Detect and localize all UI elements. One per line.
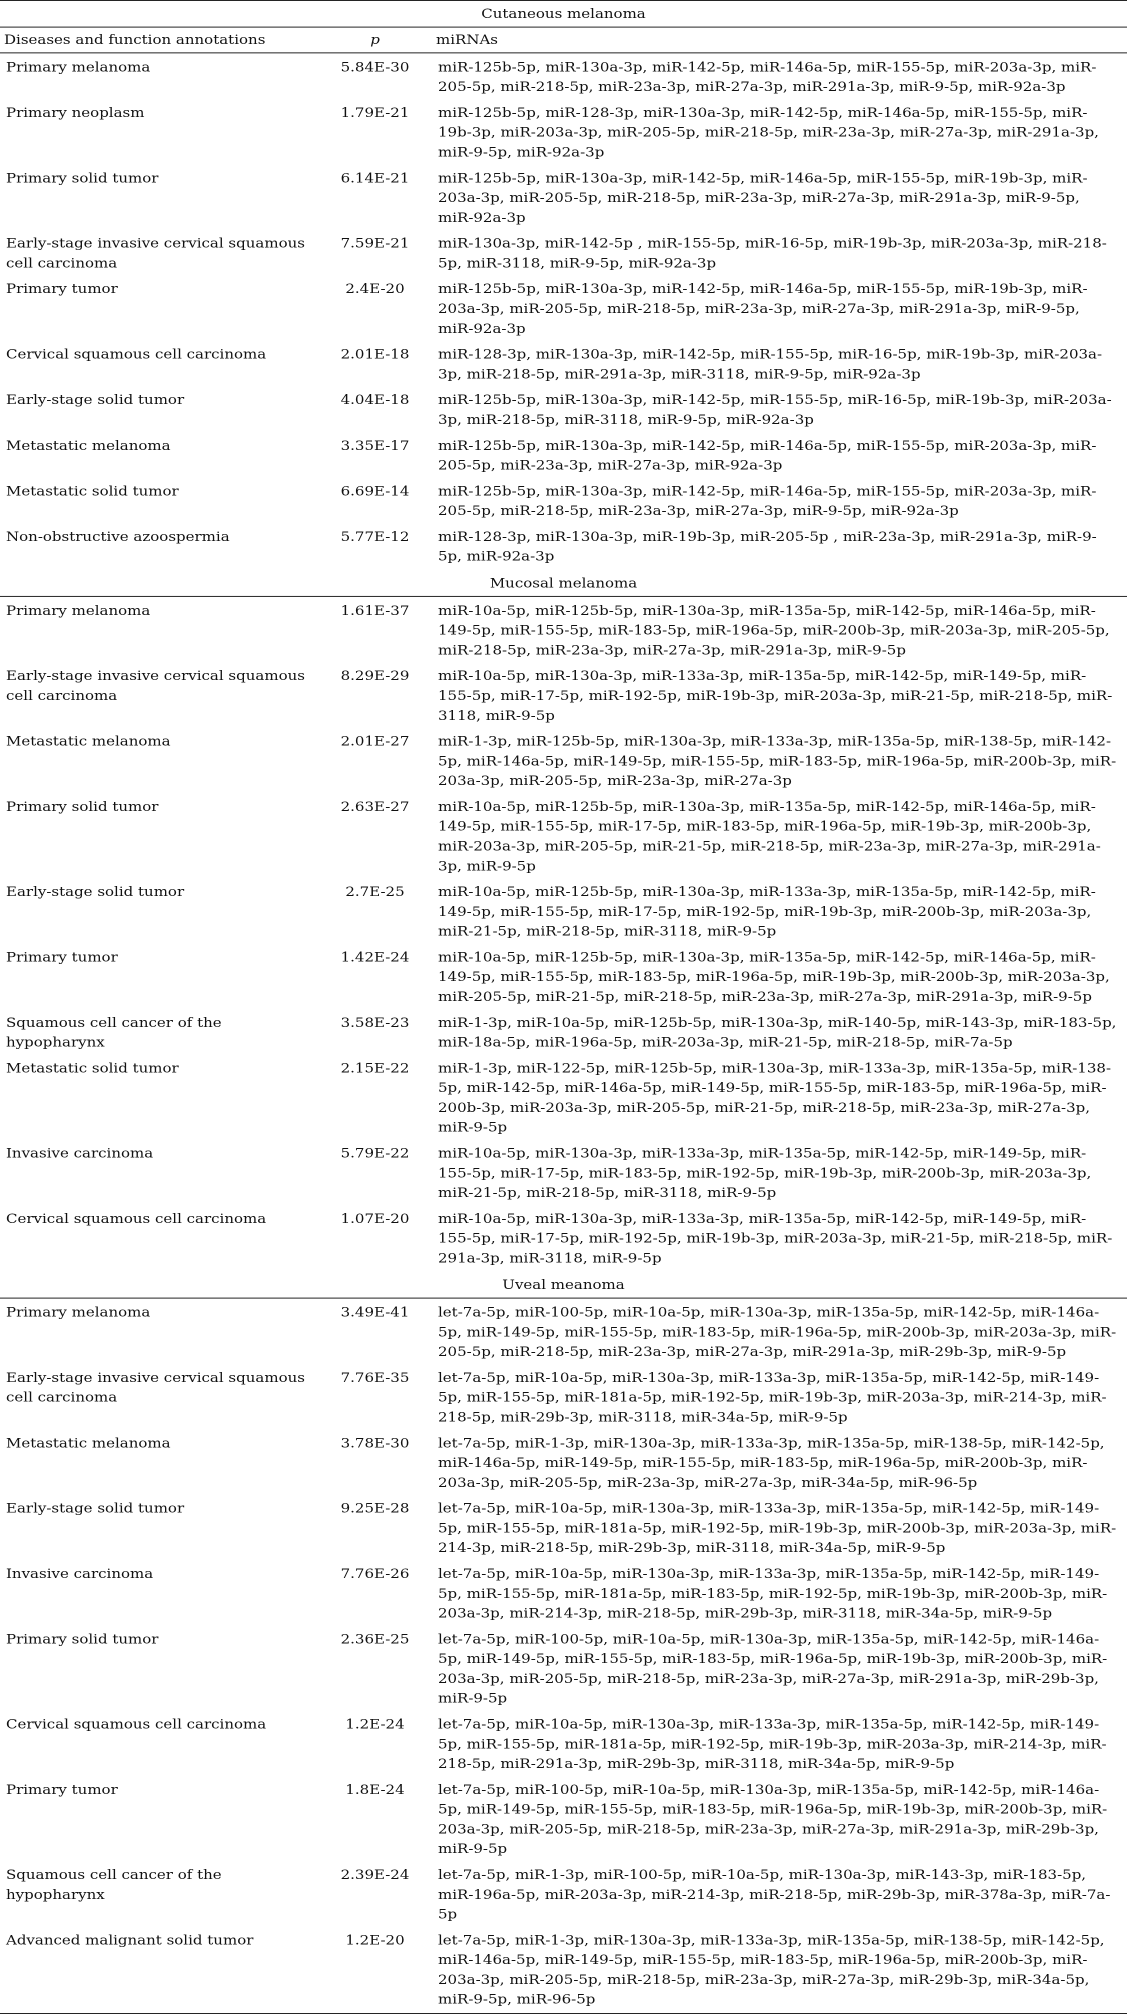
disease-cell: Metastatic melanoma xyxy=(6,733,171,750)
mirna-list-cell: miR-10a-5p, miR-130a-3p, miR-133a-3p, miR-135a-5p, miR-142-5p, miR-149-5p, miR-155-5p, miR-17-5p, miR-192-5p, miR-19b-3p, miR-203a-3p, miR-21-5p, miR-218-5p, miR-3118, miR-9-5p xyxy=(438,668,1113,724)
mirna-list-cell: miR-125b-5p, miR-130a-3p, miR-142-5p, miR-155-5p, miR-16-5p, miR-19b-3p, miR-203a-3p, miR-218-5p, miR-3118, miR-9-5p, miR-92a-3p xyxy=(438,392,1112,428)
mirna-list-cell: miR-10a-5p, miR-125b-5p, miR-130a-3p, miR-133a-3p, miR-135a-5p, miR-142-5p, miR-149-5p, miR-155-5p, miR-17-5p, miR-192-5p, miR-19b-3p, miR-200b-3p, miR-203a-3p, miR-21-5p, miR-218-5p, miR-3118, miR-9-5p xyxy=(438,884,1096,940)
mirna-list-cell: let-7a-5p, miR-10a-5p, miR-130a-3p, miR-133a-3p, miR-135a-5p, miR-142-5p, miR-149-5p, miR-155-5p, miR-181a-5p, miR-192-5p, miR-19b-3p, miR-200b-3p, miR-203a-3p, miR-214-3p, miR-218-5p, miR-29b-3p, miR-3118, miR-34a-5p, miR-9-5p xyxy=(438,1500,1117,1556)
section-title: Uveal meanoma xyxy=(0,1272,1127,1298)
disease-cell: Cervical squamous cell carcinoma xyxy=(6,346,267,363)
section-title: Mucosal melanoma xyxy=(0,570,1127,596)
disease-cell: Metastatic melanoma xyxy=(6,437,171,454)
section-header-row xyxy=(0,1272,1127,1298)
mirna-list-cell: let-7a-5p, miR-1-3p, miR-130a-3p, miR-133a-3p, miR-135a-5p, miR-138-5p, miR-142-5p, miR-146a-5p, miR-149-5p, miR-155-5p, miR-183-5p, miR-196a-5p, miR-200b-3p, miR-203a-3p, miR-205-5p, miR-218-5p, miR-23a-3p, miR-27a-3p, miR-29b-3p, miR-34a-5p, miR-9-5p, miR-96-5p xyxy=(438,1932,1105,2008)
p-value-cell: 3.49E-41 xyxy=(340,1304,410,1321)
table-row xyxy=(0,1010,1127,1056)
table-row xyxy=(0,1562,1127,1627)
disease-cell: Metastatic solid tumor xyxy=(6,1060,179,1076)
section-header-row xyxy=(0,0,1127,27)
table-row xyxy=(0,1778,1127,1863)
table-row xyxy=(0,1863,1127,1928)
table-row xyxy=(0,1431,1127,1496)
p-value-cell: 7.76E-35 xyxy=(340,1369,410,1386)
mirna-list-cell: miR-125b-5p, miR-130a-3p, miR-142-5p, miR-146a-5p, miR-155-5p, miR-203a-3p, miR-205-5p, miR-23a-3p, miR-27a-3p, miR-92a-3p xyxy=(438,437,1097,473)
p-value-cell: 2.01E-27 xyxy=(340,733,410,750)
column-header-row xyxy=(0,27,1127,53)
p-value-cell: 3.35E-17 xyxy=(340,437,410,454)
p-value-cell: 2.01E-18 xyxy=(340,346,410,363)
p-value-cell: 1.61E-37 xyxy=(340,602,410,619)
disease-cell: Invasive carcinoma xyxy=(6,1565,154,1582)
mirna-list-cell: miR-1-3p, miR-122-5p, miR-125b-5p, miR-130a-3p, miR-133a-3p, miR-135a-5p, miR-138-5p, miR-142-5p, miR-146a-5p, miR-149-5p, miR-155-5p, miR-183-5p, miR-196a-5p, miR-200b-3p, miR-203a-3p, miR-205-5p, miR-21-5p, miR-218-5p, miR-23a-3p, miR-27a-3p, miR-9-5p xyxy=(438,1060,1112,1136)
table-row xyxy=(0,1056,1127,1141)
p-value-cell: 1.79E-21 xyxy=(340,104,410,121)
p-value-cell: 1.42E-24 xyxy=(340,949,410,965)
disease-cell: Metastatic melanoma xyxy=(6,1435,171,1451)
table-row xyxy=(0,388,1127,434)
p-value-cell: 3.58E-23 xyxy=(340,1014,410,1031)
disease-cell: Primary tumor xyxy=(6,949,118,965)
disease-cell: Non-obstructive azoospermia xyxy=(6,528,230,545)
p-value-cell: 2.36E-25 xyxy=(340,1631,410,1647)
table-row xyxy=(0,1712,1127,1777)
p-value-cell: 9.25E-28 xyxy=(340,1500,410,1517)
p-value-cell: 2.39E-24 xyxy=(340,1866,410,1883)
p-value-cell: 1.07E-20 xyxy=(340,1210,410,1227)
disease-cell: Primary solid tumor xyxy=(6,798,159,815)
table-row xyxy=(0,1366,1127,1431)
table-row xyxy=(0,433,1127,479)
p-value-cell: 2.7E-25 xyxy=(345,884,405,900)
mirna-list-cell: miR-10a-5p, miR-125b-5p, miR-130a-3p, miR-135a-5p, miR-142-5p, miR-146a-5p, miR-149-5p, miR-155-5p, miR-183-5p, miR-196a-5p, miR-200b-3p, miR-203a-3p, miR-205-5p, miR-218-5p, miR-23a-3p, miR-27a-3p, miR-291a-3p, miR-9-5p xyxy=(438,602,1110,658)
disease-cell: Primary melanoma xyxy=(6,1304,151,1321)
table-row xyxy=(0,596,1127,664)
disease-cell: Metastatic solid tumor xyxy=(6,483,179,499)
p-value-cell: 3.78E-30 xyxy=(340,1435,410,1451)
mirna-list-cell: miR-125b-5p, miR-128-3p, miR-130a-3p, miR-142-5p, miR-146a-5p, miR-155-5p, miR-19b-3p, miR-203a-3p, miR-205-5p, miR-218-5p, miR-23a-3p, miR-27a-3p, miR-291a-3p, miR-9-5p, miR-92a-3p xyxy=(438,104,1099,160)
table-row xyxy=(0,664,1127,729)
section-header-row xyxy=(0,570,1127,596)
disease-cell: Cervical squamous cell carcinoma xyxy=(6,1716,267,1732)
disease-cell: Primary tumor xyxy=(6,281,118,297)
table-row xyxy=(0,945,1127,1010)
mirna-list-cell: let-7a-5p, miR-1-3p, miR-130a-3p, miR-133a-3p, miR-135a-5p, miR-138-5p, miR-142-5p, miR-146a-5p, miR-149-5p, miR-155-5p, miR-183-5p, miR-196a-5p, miR-200b-3p, miR-203a-3p, miR-205-5p, miR-23a-3p, miR-27a-3p, miR-34a-5p, miR-96-5p xyxy=(438,1435,1105,1491)
column-header-mirnas: miRNAs xyxy=(432,27,1127,53)
mirna-list-cell: miR-125b-5p, miR-130a-3p, miR-142-5p, miR-146a-5p, miR-155-5p, miR-19b-3p, miR-203a-3p, miR-205-5p, miR-218-5p, miR-23a-3p, miR-27a-3p, miR-291a-3p, miR-9-5p, miR-92a-3p xyxy=(438,281,1088,337)
disease-cell: Squamous cell cancer of the hypopharynx xyxy=(6,1866,222,1903)
disease-cell: Primary neoplasm xyxy=(6,104,145,121)
disease-cell: Early-stage invasive cervical squamous cell carcinoma xyxy=(6,1369,305,1406)
mirna-list-cell: miR-1-3p, miR-125b-5p, miR-130a-3p, miR-133a-3p, miR-135a-5p, miR-138-5p, miR-142-5p, miR-146a-5p, miR-149-5p, miR-155-5p, miR-183-5p, miR-196a-5p, miR-200b-3p, miR-203a-3p, miR-205-5p, miR-23a-3p, miR-27a-3p xyxy=(438,733,1117,789)
disease-cell: Primary solid tumor xyxy=(6,1631,159,1647)
table-row xyxy=(0,1928,1127,2014)
table-row xyxy=(0,1298,1127,1366)
mirna-list-cell: let-7a-5p, miR-10a-5p, miR-130a-3p, miR-133a-3p, miR-135a-5p, miR-142-5p, miR-149-5p, miR-155-5p, miR-181a-5p, miR-192-5p, miR-19b-3p, miR-203a-3p, miR-214-3p, miR-218-5p, miR-291a-3p, miR-29b-3p, miR-3118, miR-34a-5p, miR-9-5p xyxy=(438,1716,1107,1772)
p-value-cell: 7.59E-21 xyxy=(340,235,410,252)
p-value-cell: 8.29E-29 xyxy=(340,668,410,684)
disease-cell: Squamous cell cancer of the hypopharynx xyxy=(6,1014,222,1050)
p-value-cell: 7.76E-26 xyxy=(340,1565,410,1582)
p-value-cell: 1.2E-24 xyxy=(345,1716,405,1732)
disease-cell: Primary melanoma xyxy=(6,602,151,619)
mirna-list-cell: miR-128-3p, miR-130a-3p, miR-19b-3p, miR-205-5p , miR-23a-3p, miR-291a-3p, miR-9-5p, miR-92a-3p xyxy=(438,528,1097,565)
mirna-list-cell: miR-10a-5p, miR-125b-5p, miR-130a-3p, miR-135a-5p, miR-142-5p, miR-146a-5p, miR-149-5p, miR-155-5p, miR-17-5p, miR-183-5p, miR-196a-5p, miR-19b-3p, miR-200b-3p, miR-203a-3p, miR-205-5p, miR-21-5p, miR-218-5p, miR-23a-3p, miR-27a-3p, miR-291a-3p, miR-9-5p xyxy=(438,798,1101,874)
disease-cell: Early-stage solid tumor xyxy=(6,884,185,900)
column-header-p: p xyxy=(318,27,432,53)
disease-cell: Primary melanoma xyxy=(6,59,151,75)
disease-cell: Primary tumor xyxy=(6,1781,118,1798)
p-value-cell: 6.69E-14 xyxy=(340,483,410,499)
mirna-list-cell: miR-125b-5p, miR-130a-3p, miR-142-5p, miR-146a-5p, miR-155-5p, miR-19b-3p, miR-203a-3p, miR-205-5p, miR-218-5p, miR-23a-3p, miR-27a-3p, miR-291a-3p, miR-9-5p, miR-92a-3p xyxy=(438,170,1088,226)
column-header-disease: Diseases and function annotations xyxy=(0,27,318,53)
table-row xyxy=(0,1496,1127,1561)
p-value-cell: 2.63E-27 xyxy=(340,798,410,815)
table-row xyxy=(0,53,1127,101)
mirna-list-cell: miR-128-3p, miR-130a-3p, miR-142-5p, miR-155-5p, miR-16-5p, miR-19b-3p, miR-203a-3p, miR-218-5p, miR-291a-3p, miR-3118, miR-9-5p, miR-92a-3p xyxy=(438,346,1103,382)
disease-cell: Advanced malignant solid tumor xyxy=(6,1932,254,1948)
disease-cell: Early-stage solid tumor xyxy=(6,1500,185,1517)
table-row xyxy=(0,277,1127,342)
mirna-list-cell: miR-10a-5p, miR-130a-3p, miR-133a-3p, miR-135a-5p, miR-142-5p, miR-149-5p, miR-155-5p, miR-17-5p, miR-183-5p, miR-192-5p, miR-19b-3p, miR-200b-3p, miR-203a-3p, miR-21-5p, miR-218-5p, miR-3118, miR-9-5p xyxy=(438,1145,1092,1201)
mirna-list-cell: let-7a-5p, miR-100-5p, miR-10a-5p, miR-130a-3p, miR-135a-5p, miR-142-5p, miR-146a-5p, miR-149-5p, miR-155-5p, miR-183-5p, miR-196a-5p, miR-200b-3p, miR-203a-3p, miR-205-5p, miR-218-5p, miR-23a-3p, miR-27a-3p, miR-291a-3p, miR-29b-3p, miR-9-5p xyxy=(438,1304,1117,1360)
p-value-cell: 2.4E-20 xyxy=(345,281,405,297)
mirna-list-cell: let-7a-5p, miR-10a-5p, miR-130a-3p, miR-133a-3p, miR-135a-5p, miR-142-5p, miR-149-5p, miR-155-5p, miR-181a-5p, miR-192-5p, miR-19b-3p, miR-203a-3p, miR-214-3p, miR-218-5p, miR-29b-3p, miR-3118, miR-34a-5p, miR-9-5p xyxy=(438,1369,1107,1425)
table-row xyxy=(0,880,1127,945)
table-row xyxy=(0,479,1127,525)
table-row xyxy=(0,166,1127,231)
p-value-cell: 5.77E-12 xyxy=(340,528,410,545)
table-row xyxy=(0,342,1127,388)
p-value-cell: 1.8E-24 xyxy=(345,1781,405,1798)
disease-cell: Early-stage solid tumor xyxy=(6,392,185,408)
p-value-cell: 4.04E-18 xyxy=(340,392,410,408)
table-row xyxy=(0,231,1127,277)
p-value-cell: 2.15E-22 xyxy=(340,1060,410,1076)
table-row xyxy=(0,1207,1127,1272)
disease-cell: Early-stage invasive cervical squamous cell carcinoma xyxy=(6,668,305,704)
p-value-cell: 5.84E-30 xyxy=(340,59,410,75)
mirna-list-cell: miR-10a-5p, miR-125b-5p, miR-130a-3p, miR-135a-5p, miR-142-5p, miR-146a-5p, miR-149-5p, miR-155-5p, miR-183-5p, miR-196a-5p, miR-19b-3p, miR-200b-3p, miR-203a-3p, miR-205-5p, miR-21-5p, miR-218-5p, miR-23a-3p, miR-27a-3p, miR-291a-3p, miR-9-5p xyxy=(438,949,1110,1005)
table-row xyxy=(0,1141,1127,1206)
mirna-list-cell: let-7a-5p, miR-100-5p, miR-10a-5p, miR-130a-3p, miR-135a-5p, miR-142-5p, miR-146a-5p, miR-149-5p, miR-155-5p, miR-183-5p, miR-196a-5p, miR-19b-3p, miR-200b-3p, miR-203a-3p, miR-205-5p, miR-218-5p, miR-23a-3p, miR-27a-3p, miR-291a-3p, miR-29b-3p, miR-9-5p xyxy=(438,1781,1108,1857)
mirna-list-cell: miR-1-3p, miR-10a-5p, miR-125b-5p, miR-130a-3p, miR-140-5p, miR-143-3p, miR-183-5p, miR-18a-5p, miR-196a-5p, miR-203a-3p, miR-21-5p, miR-218-5p, miR-7a-5p xyxy=(438,1014,1117,1050)
mirna-list-cell: miR-125b-5p, miR-130a-3p, miR-142-5p, miR-146a-5p, miR-155-5p, miR-203a-3p, miR-205-5p, miR-218-5p, miR-23a-3p, miR-27a-3p, miR-9-5p, miR-92a-3p xyxy=(438,483,1097,519)
mirna-list-cell: let-7a-5p, miR-100-5p, miR-10a-5p, miR-130a-3p, miR-135a-5p, miR-142-5p, miR-146a-5p, miR-149-5p, miR-155-5p, miR-183-5p, miR-196a-5p, miR-19b-3p, miR-200b-3p, miR-203a-3p, miR-205-5p, miR-218-5p, miR-23a-3p, miR-27a-3p, miR-291a-3p, miR-29b-3p, miR-9-5p xyxy=(438,1631,1108,1707)
table-row xyxy=(0,525,1127,571)
disease-cell: Invasive carcinoma xyxy=(6,1145,154,1161)
p-value-cell: 6.14E-21 xyxy=(340,170,410,186)
table-row xyxy=(0,1627,1127,1712)
disease-cell: Cervical squamous cell carcinoma xyxy=(6,1210,267,1227)
table-row xyxy=(0,729,1127,794)
mirna-list-cell: miR-130a-3p, miR-142-5p , miR-155-5p, miR-16-5p, miR-19b-3p, miR-203a-3p, miR-218-5p, miR-3118, miR-9-5p, miR-92a-3p xyxy=(438,235,1107,271)
p-value-cell: 5.79E-22 xyxy=(340,1145,410,1161)
table-row xyxy=(0,101,1127,166)
disease-cell: Primary solid tumor xyxy=(6,170,159,186)
p-value-cell: 1.2E-20 xyxy=(345,1932,405,1948)
mirna-list-cell: let-7a-5p, miR-1-3p, miR-100-5p, miR-10a-5p, miR-130a-3p, miR-143-3p, miR-183-5p, miR-196a-5p, miR-203a-3p, miR-214-3p, miR-218-5p, miR-29b-3p, miR-378a-3p, miR-7a-5p xyxy=(438,1866,1111,1922)
mirna-list-cell: let-7a-5p, miR-10a-5p, miR-130a-3p, miR-133a-3p, miR-135a-5p, miR-142-5p, miR-149-5p, miR-155-5p, miR-181a-5p, miR-183-5p, miR-192-5p, miR-19b-3p, miR-200b-3p, miR-203a-3p, miR-214-3p, miR-218-5p, miR-29b-3p, miR-3118, miR-34a-5p, miR-9-5p xyxy=(438,1565,1108,1622)
section-title: Cutaneous melanoma xyxy=(0,0,1127,27)
disease-cell: Early-stage invasive cervical squamous cell carcinoma xyxy=(6,235,305,271)
table-row xyxy=(0,795,1127,880)
mirna-list-cell: miR-10a-5p, miR-130a-3p, miR-133a-3p, miR-135a-5p, miR-142-5p, miR-149-5p, miR-155-5p, miR-17-5p, miR-192-5p, miR-19b-3p, miR-203a-3p, miR-21-5p, miR-218-5p, miR-291a-3p, miR-3118, miR-9-5p xyxy=(438,1210,1113,1266)
mirna-list-cell: miR-125b-5p, miR-130a-3p, miR-142-5p, miR-146a-5p, miR-155-5p, miR-203a-3p, miR-205-5p, miR-218-5p, miR-23a-3p, miR-27a-3p, miR-291a-3p, miR-9-5p, miR-92a-3p xyxy=(438,59,1097,95)
